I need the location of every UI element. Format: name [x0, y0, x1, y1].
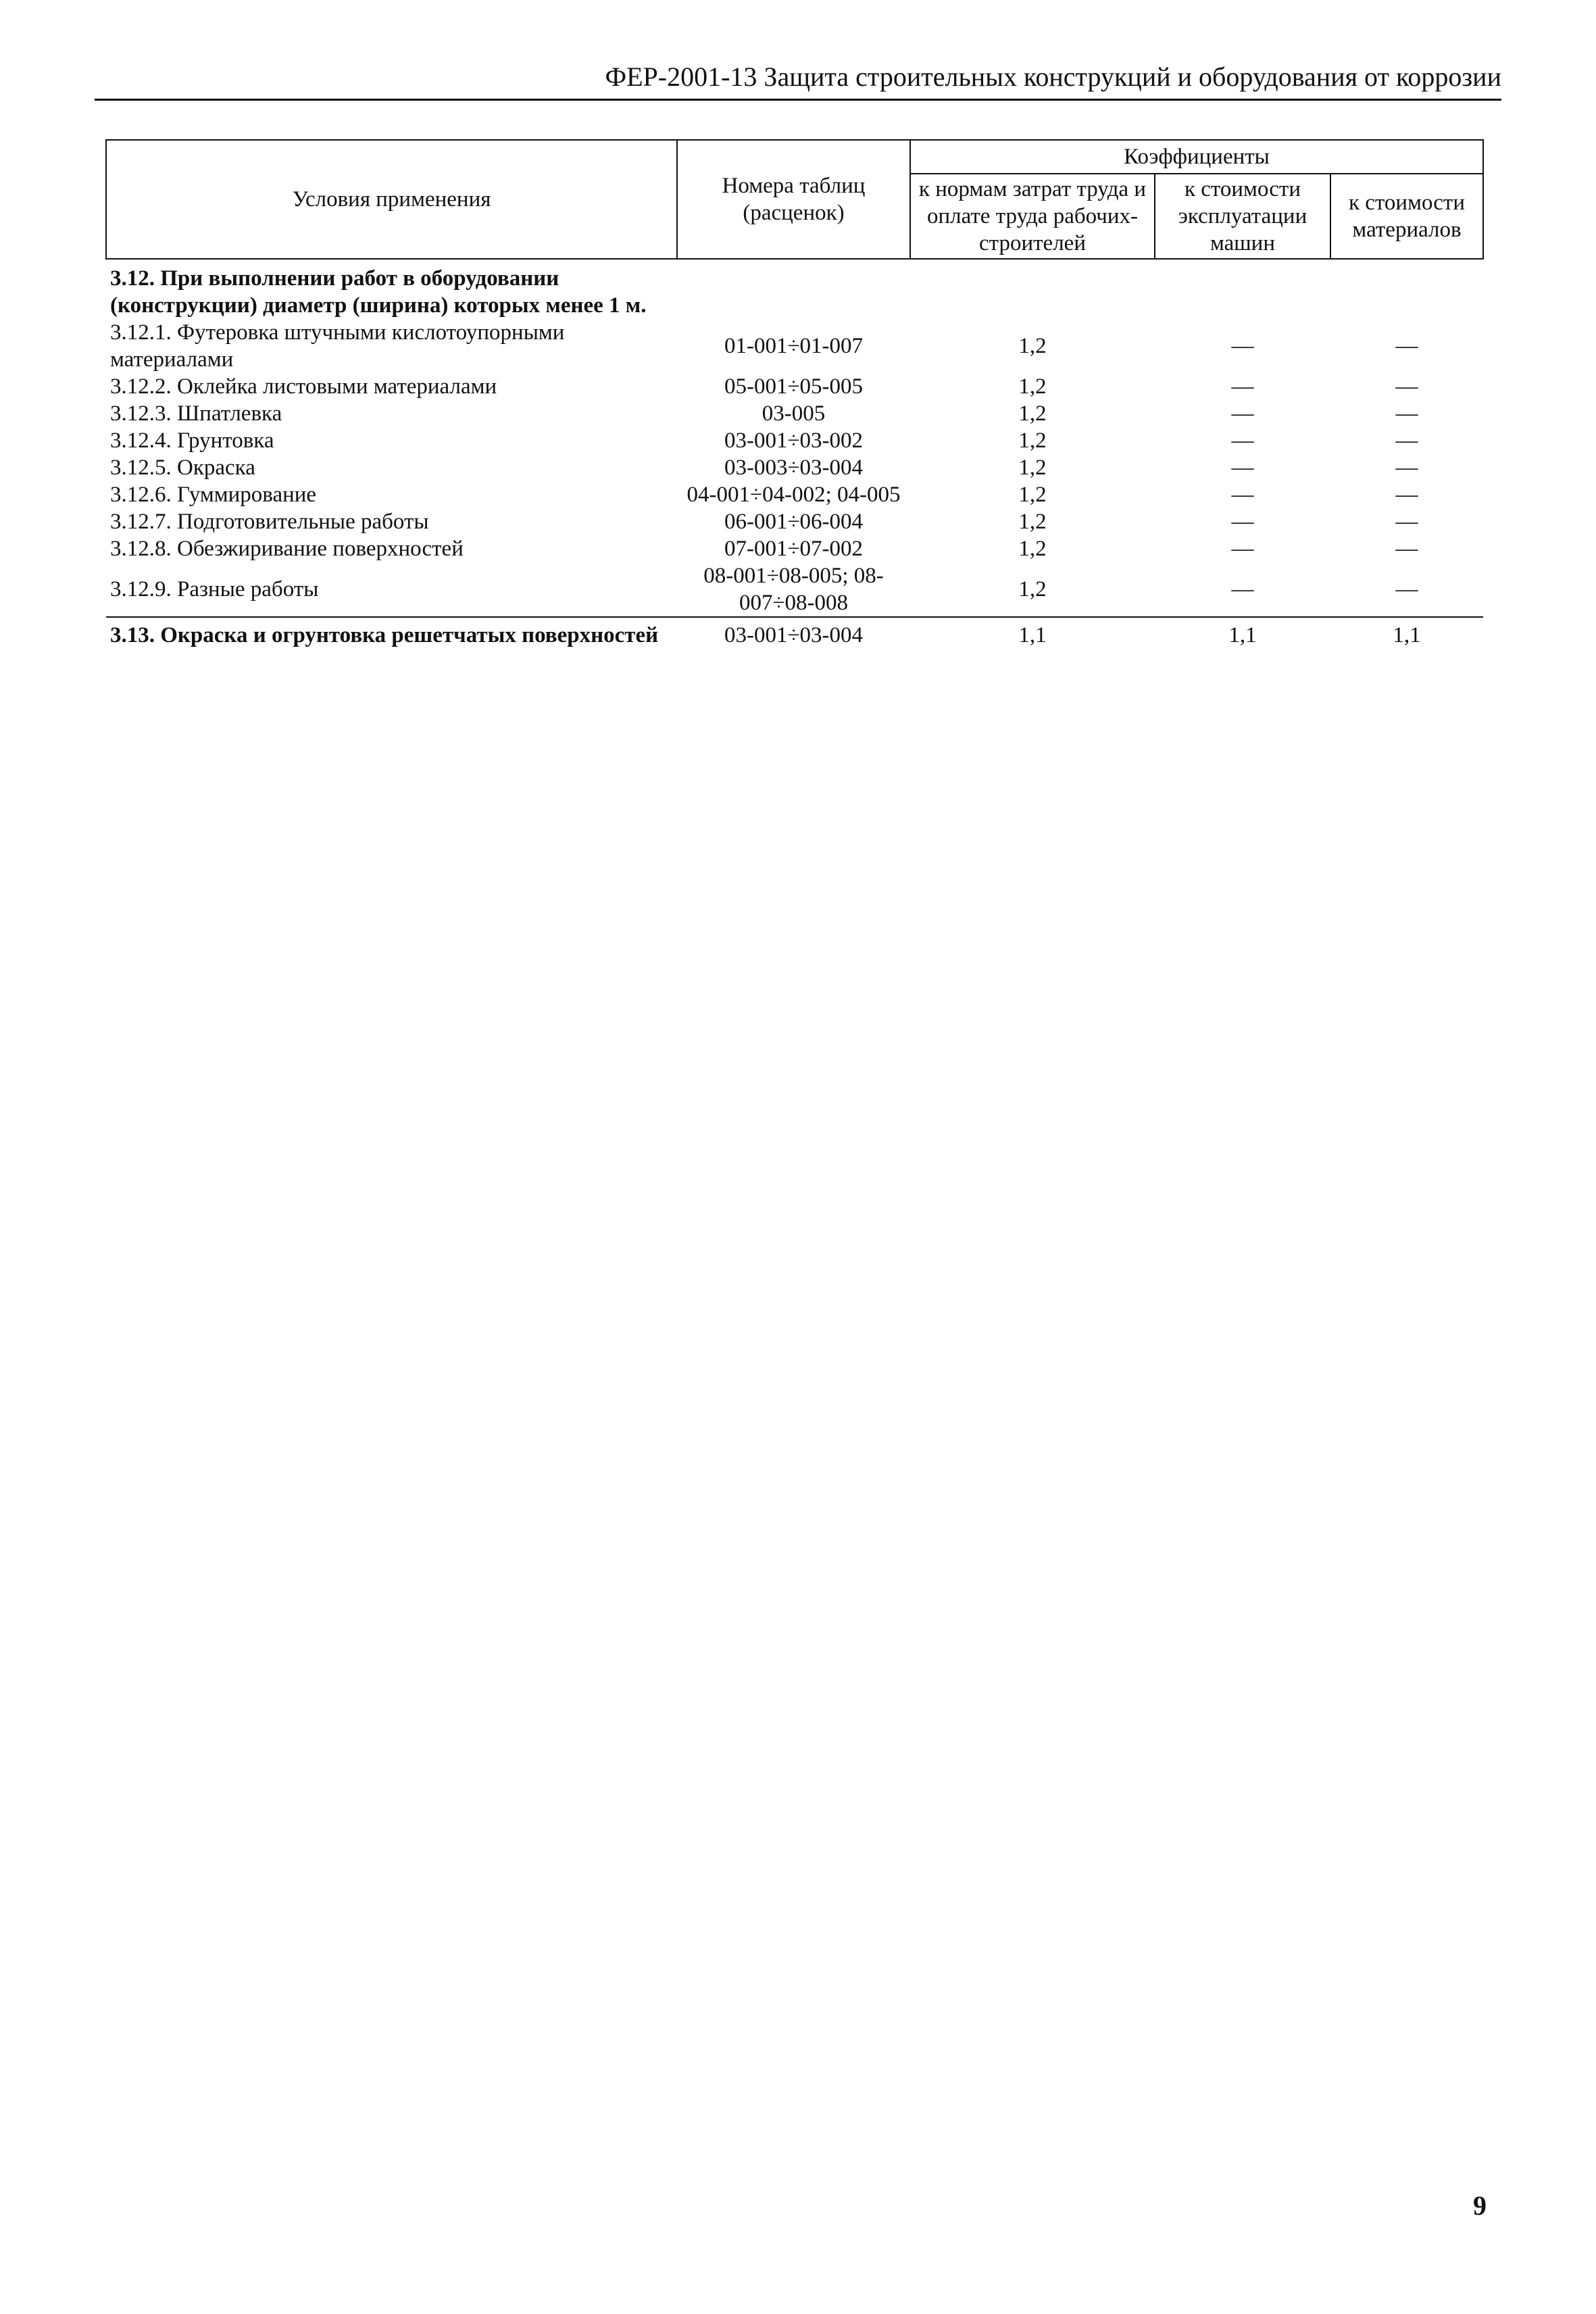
row-table-numbers: 06-001÷06-004 [724, 510, 864, 534]
row-condition: 3.12.1. Футеровка штучными кислотоупорными материалами [110, 320, 565, 372]
section-title: 3.13. Окраска и огрунтовка решетчатых поверхностей [106, 617, 677, 651]
row-condition: 3.12.3. Шпатлевка [110, 401, 282, 426]
row-labor-coef: 1,2 [1018, 428, 1047, 453]
row-table-numbers: 03-001÷03-004 [677, 617, 910, 651]
row-machines-coef: — [1231, 537, 1254, 561]
row-table-numbers: 01-001÷01-007 [724, 334, 864, 358]
row-labor-coef: 1,2 [1018, 510, 1047, 534]
section-row-3-12 [106, 259, 1483, 319]
table-row [106, 454, 1483, 481]
table-row [106, 481, 1483, 508]
table-row [106, 535, 1483, 562]
table-row [106, 373, 1483, 400]
row-labor-coef: 1,2 [1018, 577, 1047, 601]
row-machines-coef: — [1231, 577, 1254, 601]
row-materials-coef: — [1395, 483, 1418, 507]
row-materials-coef: — [1395, 537, 1418, 561]
row-labor-coef: 1,2 [1018, 374, 1047, 399]
row-condition: 3.12.8. Обезжиривание поверхностей [110, 537, 464, 561]
row-machines-coef: — [1231, 334, 1254, 358]
header-rule [95, 99, 1501, 101]
table-row [106, 319, 1483, 373]
section-title: 3.12. При выполнении работ в оборудовании (конструкции) диаметр (ширина) которых менее 1 м. [110, 266, 647, 318]
row-materials-coef: — [1395, 510, 1418, 534]
page-number: 9 [1473, 2190, 1487, 2221]
row-condition: 3.12.4. Грунтовка [110, 428, 274, 453]
document-header: ФЕР-2001-13 Защита строительных конструкций и оборудования от коррозии [605, 61, 1501, 92]
row-condition: 3.12.5. Окраска [110, 456, 255, 480]
section-row-3-13 [106, 617, 1483, 651]
column-header-machines: к стоимости эксплуатации машин [1155, 174, 1330, 259]
row-condition: 3.12.9. Разные работы [110, 577, 319, 601]
row-table-numbers: 05-001÷05-005 [724, 374, 864, 399]
row-materials-coef: — [1395, 456, 1418, 480]
row-machines-coef: — [1231, 428, 1254, 453]
column-header-conditions: Условия применения [106, 140, 677, 259]
row-materials-coef: — [1395, 334, 1418, 358]
row-materials-coef: — [1395, 374, 1418, 399]
row-table-numbers: 03-001÷03-002 [724, 428, 864, 453]
column-header-table-numbers: Номера таблиц (расценок) [677, 140, 910, 259]
row-labor-coef: 1,2 [1018, 537, 1047, 561]
coefficients-table [105, 139, 1484, 651]
table-row [106, 562, 1483, 617]
row-machines-coef: — [1231, 374, 1254, 399]
row-table-numbers: 07-001÷07-002 [724, 537, 864, 561]
row-materials-coef: — [1395, 428, 1418, 453]
row-condition: 3.12.7. Подготовительные работы [110, 510, 429, 534]
row-machines-coef: 1,1 [1155, 617, 1330, 651]
column-header-materials: к стоимости материалов [1330, 174, 1483, 259]
row-labor-coef: 1,2 [1018, 334, 1047, 358]
row-table-numbers: 03-005 [762, 401, 826, 426]
row-condition: 3.12.6. Гуммирование [110, 483, 317, 507]
row-machines-coef: — [1231, 510, 1254, 534]
row-materials-coef: 1,1 [1330, 617, 1483, 651]
row-machines-coef: — [1231, 401, 1254, 426]
row-materials-coef: — [1395, 577, 1418, 601]
row-table-numbers: 04-001÷04-002; 04-005 [687, 483, 901, 507]
column-header-coefficients: Коэффициенты [910, 140, 1483, 174]
row-labor-coef: 1,1 [910, 617, 1155, 651]
row-condition: 3.12.2. Оклейка листовыми материалами [110, 374, 497, 399]
table-row [106, 508, 1483, 535]
row-labor-coef: 1,2 [1018, 483, 1047, 507]
column-header-labor: к нормам затрат труда и оплате труда рабочих-строителей [910, 174, 1155, 259]
row-labor-coef: 1,2 [1018, 401, 1047, 426]
row-machines-coef: — [1231, 456, 1254, 480]
row-machines-coef: — [1231, 483, 1254, 507]
table-row [106, 427, 1483, 454]
row-materials-coef: — [1395, 401, 1418, 426]
row-table-numbers: 08-001÷08-005; 08-007÷08-008 [703, 564, 884, 615]
table-row [106, 400, 1483, 427]
row-table-numbers: 03-003÷03-004 [724, 456, 864, 480]
row-labor-coef: 1,2 [1018, 456, 1047, 480]
